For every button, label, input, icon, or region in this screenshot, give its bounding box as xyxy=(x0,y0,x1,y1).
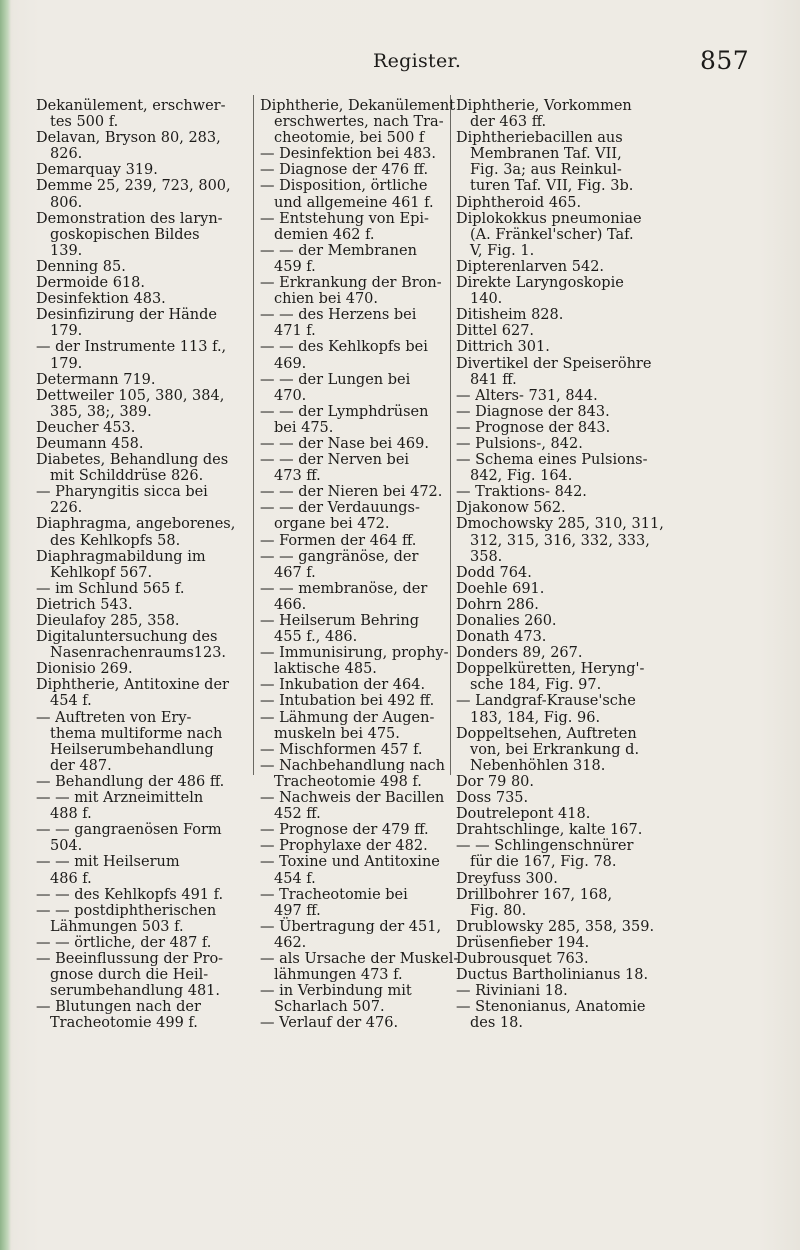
index-entry-line: Ditisheim 828. xyxy=(456,307,564,324)
index-entry-line: — Alters- 731, 844. xyxy=(456,387,598,404)
index-entry-line: — — des Herzens bei xyxy=(260,307,417,324)
index-entry-continuation: cheotomie, bei 500 f xyxy=(274,130,425,147)
index-entry-line: — Inkubation der 464. xyxy=(260,677,426,694)
index-entry-continuation: tes 500 f. xyxy=(50,114,119,131)
index-entry-continuation: 467 f. xyxy=(274,564,316,581)
index-column-2 xyxy=(260,98,459,1032)
index-entry-line: Diabetes, Behandlung des xyxy=(36,452,229,469)
index-entry-continuation: 454 f. xyxy=(274,870,316,887)
index-entry-continuation: Heilserumbehandlung xyxy=(50,741,214,758)
index-entry-continuation: Nebenhöhlen 318. xyxy=(470,757,606,774)
index-entry-line: Dionisio 269. xyxy=(36,661,133,678)
index-entry-line: Dohrn 286. xyxy=(456,596,539,613)
index-entry-continuation: serumbehandlung 481. xyxy=(50,983,220,1000)
index-entry-continuation: Lähmungen 503 f. xyxy=(50,918,184,935)
index-entry-line: — Erkrankung der Bron- xyxy=(260,275,442,292)
index-entry-line: Delavan, Bryson 80, 283, xyxy=(36,130,221,147)
index-entry-line: — — Schlingenschnürer xyxy=(456,838,634,855)
index-entry-continuation: chien bei 470. xyxy=(274,291,379,308)
index-entry-line: Dieulafoy 285, 358. xyxy=(36,613,180,629)
index-column-1 xyxy=(36,98,258,1031)
index-entry-line: Dermoide 618. xyxy=(36,275,146,292)
index-entry-line: Divertikel der Speiseröhre xyxy=(456,355,652,372)
index-entry-line: — — der Lungen bei xyxy=(260,371,411,388)
running-header-title: Register. xyxy=(373,50,462,72)
index-entry-line: — Landgraf-Krause'sche xyxy=(456,693,636,710)
index-entry-continuation: laktische 485. xyxy=(274,661,377,678)
index-entry-line: — Lähmung der Augen- xyxy=(260,709,435,726)
index-column-3 xyxy=(456,98,664,1032)
index-entry-line: — — gangränöse, der xyxy=(260,548,419,565)
index-entry-continuation: 471 f. xyxy=(274,323,316,340)
index-entry-continuation: Membranen Taf. VII, xyxy=(470,146,622,163)
index-entry-continuation: 140. xyxy=(470,291,503,308)
index-entry-continuation: 462. xyxy=(274,934,307,951)
index-entry-line: — — mit Arzneimitteln xyxy=(36,790,204,807)
index-entry-line: Diphtherie, Antitoxine der xyxy=(36,677,229,694)
index-entry-continuation: 139. xyxy=(50,242,83,259)
index-entry-line: — Stenonianus, Anatomie xyxy=(456,999,646,1016)
index-entry-continuation: 842, Fig. 164. xyxy=(470,468,573,485)
index-entry-line: Dettweiler 105, 380, 384, xyxy=(36,387,225,404)
index-entry-continuation: des 18. xyxy=(470,1015,523,1032)
index-entry-line: — Diagnose der 476 ff. xyxy=(260,162,429,179)
index-entry-line: Donath 473. xyxy=(456,629,547,646)
index-entry-line: — — des Kehlkopfs 491 f. xyxy=(36,886,224,903)
index-entry-line: Dittrich 301. xyxy=(456,339,550,356)
index-entry-continuation: sche 184, Fig. 97. xyxy=(470,677,602,694)
index-entry-continuation: thema multiforme nach xyxy=(50,725,223,742)
index-entry-line: Diaphragmabildung im xyxy=(36,548,206,565)
index-entry-line: — Toxine und Antitoxine xyxy=(260,854,440,871)
index-entry-line: Dmochowsky 285, 310, 311, xyxy=(456,516,664,533)
index-entry-continuation: der 487. xyxy=(50,757,112,774)
index-entry-line: — Heilserum Behring xyxy=(260,613,420,629)
index-entry-continuation: Tracheotomie 499 f. xyxy=(50,1015,198,1032)
index-entry-continuation: für die 167, Fig. 78. xyxy=(470,854,617,871)
index-entry-line: Dittel 627. xyxy=(456,323,535,340)
index-entry-continuation: Tracheotomie 498 f. xyxy=(274,773,422,790)
index-entry-continuation: V, Fig. 1. xyxy=(470,242,535,259)
index-entry-line: Drublowsky 285, 358, 359. xyxy=(456,918,655,935)
index-entry-line: — Immunisirung, prophy- xyxy=(260,645,449,662)
index-entry-line: Dietrich 543. xyxy=(36,596,133,613)
index-entry-line: — — postdiphtherischen xyxy=(36,902,217,919)
index-entry-line: Donalies 260. xyxy=(456,613,557,629)
index-entry-continuation: 497 ff. xyxy=(274,902,321,919)
index-entry-line: Dipterenlarven 542. xyxy=(456,258,605,275)
index-entry-line: Donders 89, 267. xyxy=(456,645,583,662)
index-entry-line: — — örtliche, der 487 f. xyxy=(36,934,212,951)
index-entry-line: Drahtschlinge, kalte 167. xyxy=(456,822,643,839)
index-entry-line: Doppeltsehen, Auftreten xyxy=(456,725,637,742)
index-entry-line: Demonstration des laryn- xyxy=(36,210,223,227)
index-entry-line: — Intubation bei 492 ff. xyxy=(260,693,435,710)
index-entry-line: — — membranöse, der xyxy=(260,580,428,597)
index-entry-continuation: 504. xyxy=(50,838,83,855)
index-entry-line: — Riviniani 18. xyxy=(456,983,568,1000)
index-entry-line: Doss 735. xyxy=(456,790,529,807)
index-entry-continuation: Scharlach 507. xyxy=(274,999,385,1016)
index-entry-line: Desinfektion 483. xyxy=(36,291,166,308)
index-entry-line: Digitaluntersuchung des xyxy=(36,629,218,646)
index-entry-line: Deumann 458. xyxy=(36,435,144,452)
index-entry-line: — Mischformen 457 f. xyxy=(260,741,423,758)
index-entry-continuation: organe bei 472. xyxy=(274,516,390,533)
index-entry-line: Desinfizirung der Hände xyxy=(36,307,217,324)
index-entry-continuation: bei 475. xyxy=(274,419,334,436)
index-entry-continuation: turen Taf. VII, Fig. 3b. xyxy=(470,178,634,195)
page-spine-edge xyxy=(0,0,11,1250)
index-entry-line: Dreyfuss 300. xyxy=(456,870,558,887)
page-number: 857 xyxy=(700,46,750,75)
index-entry-line: Diaphragma, angeborenes, xyxy=(36,516,236,533)
index-entry-continuation: mit Schilddrüse 826. xyxy=(50,468,204,485)
index-entry-continuation: der 463 ff. xyxy=(470,114,547,131)
index-entry-continuation: 454 f. xyxy=(50,693,92,710)
index-entry-line: — Formen der 464 ff. xyxy=(260,532,417,549)
index-entry-continuation: von, bei Erkrankung d. xyxy=(470,741,640,758)
index-entry-continuation: 459 f. xyxy=(274,258,316,275)
index-entry-line: — Pulsions-, 842. xyxy=(456,435,583,452)
index-entry-line: — Auftreten von Ery- xyxy=(36,709,192,726)
index-entry-continuation: 358. xyxy=(470,548,503,565)
index-entry-line: — Traktions- 842. xyxy=(456,484,587,501)
index-entry-continuation: 841 ff. xyxy=(470,371,517,388)
index-entry-line: — — der Verdauungs- xyxy=(260,500,420,517)
index-entry-line: — — der Lymphdrüsen xyxy=(260,403,429,420)
index-entry-line: — Schema eines Pulsions- xyxy=(456,452,648,469)
index-entry-continuation: 385, 38;, 389. xyxy=(50,403,152,420)
index-entry-line: Demarquay 319. xyxy=(36,162,158,179)
index-entry-line: — Disposition, örtliche xyxy=(260,178,428,195)
index-entry-line: — im Schlund 565 f. xyxy=(36,580,185,597)
index-entry-line: Diplokokkus pneumoniae xyxy=(456,210,642,227)
index-entry-line: — Pharyngitis sicca bei xyxy=(36,484,208,501)
index-entry-line: Direkte Laryngoskopie xyxy=(456,275,624,292)
index-entry-line: — — der Membranen xyxy=(260,242,417,259)
index-entry-continuation: 473 ff. xyxy=(274,468,321,485)
index-entry-continuation: lähmungen 473 f. xyxy=(274,967,403,984)
index-entry-continuation: 488 f. xyxy=(50,806,92,823)
index-entry-line: Drillbohrer 167, 168, xyxy=(456,886,613,903)
index-entry-line: Dubrousquet 763. xyxy=(456,950,589,967)
index-entry-line: — Prognose der 843. xyxy=(456,419,611,436)
index-entry-continuation: 826. xyxy=(50,146,83,163)
index-entry-line: Doutrelepont 418. xyxy=(456,806,591,823)
index-entry-continuation: Fig. 80. xyxy=(470,902,527,919)
index-entry-line: — Prophylaxe der 482. xyxy=(260,838,428,855)
index-entry-line: Diphtheriebacillen aus xyxy=(456,130,623,147)
index-entry-continuation: 226. xyxy=(50,500,83,517)
index-entry-line: — Verlauf der 476. xyxy=(260,1015,399,1032)
index-entry-continuation: 183, 184, Fig. 96. xyxy=(470,709,601,726)
index-entry-line: Denning 85. xyxy=(36,258,126,275)
index-entry-line: — — mit Heilserum xyxy=(36,854,180,871)
index-entry-line: Djakonow 562. xyxy=(456,500,566,517)
index-entry-continuation: 455 f., 486. xyxy=(274,629,358,646)
index-entry-line: Demme 25, 239, 723, 800, xyxy=(36,178,231,195)
index-entry-line: — — der Nieren bei 472. xyxy=(260,484,443,501)
index-entry-line: Determann 719. xyxy=(36,371,156,388)
index-entry-continuation: 470. xyxy=(274,387,307,404)
index-entry-continuation: demien 462 f. xyxy=(274,226,375,243)
index-entry-line: Doehle 691. xyxy=(456,580,545,597)
index-entry-line: — Beeinflussung der Pro- xyxy=(36,950,224,967)
index-entry-line: — Tracheotomie bei xyxy=(260,886,408,903)
index-entry-continuation: und allgemeine 461 f. xyxy=(274,194,434,211)
index-entry-line: — Diagnose der 843. xyxy=(456,403,610,420)
index-entry-line: Drüsenfieber 194. xyxy=(456,934,590,951)
index-entry-line: Diphtherie, Vorkommen xyxy=(456,98,632,114)
index-entry-line: Dor 79 80. xyxy=(456,773,535,790)
index-entry-line: Diphtherie, Dekanülement xyxy=(260,98,456,114)
index-entry-line: — — gangraenösen Form xyxy=(36,822,222,839)
index-entry-line: — als Ursache der Muskel- xyxy=(260,950,459,967)
index-entry-continuation: muskeln bei 475. xyxy=(274,725,400,742)
index-entry-line: — Desinfektion bei 483. xyxy=(260,146,437,163)
index-entry-line: — Entstehung von Epi- xyxy=(260,210,429,227)
index-entry-continuation: 179. xyxy=(50,323,83,340)
index-entry-continuation: goskopischen Bildes xyxy=(50,226,200,243)
index-entry-continuation: (A. Fränkel'scher) Taf. xyxy=(470,226,634,243)
index-entry-continuation: Nasenrachenraums123. xyxy=(50,645,227,662)
index-entry-line: — Nachbehandlung nach xyxy=(260,757,446,774)
index-entry-line: — Übertragung der 451, xyxy=(260,918,442,935)
index-entry-line: Doppelküretten, Heryng'- xyxy=(456,661,645,678)
index-entry-continuation: Kehlkopf 567. xyxy=(50,564,153,581)
index-entry-continuation: 466. xyxy=(274,596,307,613)
index-entry-continuation: Fig. 3a; aus Reinkul- xyxy=(470,162,622,179)
index-entry-continuation: 469. xyxy=(274,355,307,372)
index-entry-line: Dodd 764. xyxy=(456,564,532,581)
index-entry-continuation: gnose durch die Heil- xyxy=(50,967,209,984)
index-entry-line: Deucher 453. xyxy=(36,419,136,436)
index-entry-line: — — der Nerven bei xyxy=(260,452,410,469)
index-entry-line: — in Verbindung mit xyxy=(260,983,412,1000)
index-entry-line: — Nachweis der Bacillen xyxy=(260,790,445,807)
index-entry-line: Ductus Bartholinianus 18. xyxy=(456,967,649,984)
index-entry-continuation: 452 ff. xyxy=(274,806,321,823)
index-entry-line: — — des Kehlkopfs bei xyxy=(260,339,428,356)
index-entry-line: — Prognose der 479 ff. xyxy=(260,822,429,839)
index-entry-line: — der Instrumente 113 f., xyxy=(36,339,227,356)
index-entry-line: Diphtheroid 465. xyxy=(456,194,582,211)
index-entry-line: — Behandlung der 486 ff. xyxy=(36,773,225,790)
index-entry-continuation: des Kehlkopfs 58. xyxy=(50,532,181,549)
index-entry-continuation: 486 f. xyxy=(50,870,92,887)
index-entry-continuation: 179. xyxy=(50,355,83,372)
index-entry-continuation: erschwertes, nach Tra- xyxy=(274,114,444,131)
index-entry-line: — Blutungen nach der xyxy=(36,999,201,1016)
index-entry-line: — — der Nase bei 469. xyxy=(260,435,429,452)
index-entry-line: Dekanülement, erschwer- xyxy=(36,98,226,114)
index-entry-continuation: 806. xyxy=(50,194,83,211)
index-entry-continuation: 312, 315, 316, 332, 333, xyxy=(470,532,650,549)
